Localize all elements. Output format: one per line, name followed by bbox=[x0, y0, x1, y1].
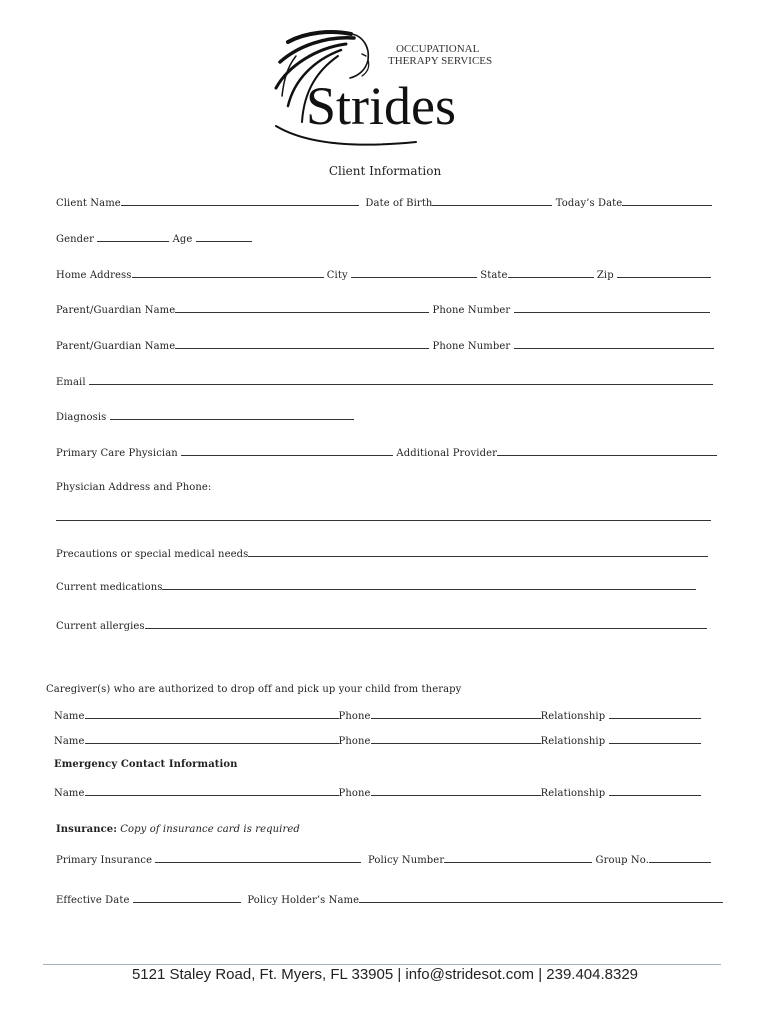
state-field[interactable] bbox=[508, 268, 594, 278]
parent-guardian-name-field[interactable] bbox=[175, 339, 429, 349]
client-info-row-3 bbox=[56, 268, 711, 281]
diagnosis-label: Diagnosis bbox=[56, 412, 107, 423]
phone-number-field[interactable] bbox=[514, 303, 710, 313]
caregiver-relationship-field[interactable] bbox=[609, 709, 701, 719]
parent-guardian-row-1 bbox=[56, 303, 710, 316]
gender-label: Gender bbox=[56, 234, 95, 245]
effective-date-label: Effective Date bbox=[56, 895, 130, 906]
state-label: State bbox=[480, 270, 508, 281]
policy-holder-name-label: Policy Holder’s Name bbox=[247, 895, 360, 906]
caregiver-name-field[interactable] bbox=[85, 734, 339, 744]
effective-date-field[interactable] bbox=[133, 893, 241, 903]
allergies-row bbox=[56, 619, 707, 632]
diagnosis-row bbox=[56, 410, 354, 423]
phone-number-field[interactable] bbox=[514, 339, 714, 349]
caregiver-phone-label: Phone bbox=[338, 711, 371, 722]
gender-field[interactable] bbox=[97, 232, 169, 242]
logo-line1: OCCUPATIONAL bbox=[396, 43, 480, 55]
group-no-field[interactable] bbox=[649, 853, 711, 863]
primary-care-physician-field[interactable] bbox=[181, 446, 393, 456]
policy-holder-name-field[interactable] bbox=[359, 893, 723, 903]
caregiver-phone-field[interactable] bbox=[371, 734, 541, 744]
footer-contact: 5121 Staley Road, Ft. Myers, FL 33905 | info@stridesot.com | 239.404.8329 bbox=[131, 966, 639, 983]
diagnosis-field[interactable] bbox=[110, 410, 354, 420]
group-no-label: Group No. bbox=[595, 855, 649, 866]
emergency-relationship-label: Relationship bbox=[540, 788, 606, 799]
insurance-row-1 bbox=[56, 853, 711, 866]
caregiver-relationship-field[interactable] bbox=[609, 734, 701, 744]
todays-date-field[interactable] bbox=[622, 196, 712, 206]
phone-number-label: Phone Number bbox=[432, 341, 511, 352]
current-medications-label: Current medications bbox=[56, 582, 163, 593]
precautions-row bbox=[56, 547, 708, 560]
city-field[interactable] bbox=[351, 268, 477, 278]
date-of-birth-field[interactable] bbox=[432, 196, 552, 206]
email-row bbox=[56, 375, 713, 388]
emergency-name-label: Name bbox=[54, 788, 85, 799]
current-allergies-label: Current allergies bbox=[56, 621, 145, 632]
email-label: Email bbox=[56, 377, 86, 388]
client-info-row-2 bbox=[56, 232, 252, 245]
caregiver-row-1 bbox=[54, 709, 701, 722]
caregiver-name-field[interactable] bbox=[85, 709, 339, 719]
current-medications-field[interactable] bbox=[162, 580, 696, 590]
caregiver-phone-field[interactable] bbox=[371, 709, 541, 719]
primary-insurance-field[interactable] bbox=[155, 853, 361, 863]
additional-provider-field[interactable] bbox=[497, 446, 717, 456]
policy-number-field[interactable] bbox=[444, 853, 592, 863]
emergency-relationship-field[interactable] bbox=[609, 786, 701, 796]
home-address-field[interactable] bbox=[132, 268, 324, 278]
current-allergies-field[interactable] bbox=[145, 619, 707, 629]
insurance-label: Insurance: bbox=[56, 824, 118, 835]
additional-provider-label: Additional Provider bbox=[396, 448, 497, 459]
caregiver-row-2 bbox=[54, 734, 701, 747]
age-field[interactable] bbox=[196, 232, 252, 242]
primary-insurance-label: Primary Insurance bbox=[56, 855, 153, 866]
emergency-contact-heading: Emergency Contact Information bbox=[54, 759, 238, 770]
caregiver-name-label: Name bbox=[54, 711, 85, 722]
city-label: City bbox=[326, 270, 348, 281]
primary-care-physician-label: Primary Care Physician bbox=[56, 448, 178, 459]
policy-number-label: Policy Number bbox=[367, 855, 445, 866]
date-of-birth-label: Date of Birth bbox=[365, 198, 433, 209]
emergency-phone-field[interactable] bbox=[371, 786, 541, 796]
emergency-phone-label: Phone bbox=[338, 788, 371, 799]
parent-guardian-name-field[interactable] bbox=[175, 303, 429, 313]
physician-address-field[interactable] bbox=[56, 520, 711, 521]
physician-address-label: Physician Address and Phone: bbox=[56, 482, 212, 493]
logo-line2: THERAPY SERVICES bbox=[388, 55, 493, 67]
caregiver-phone-label: Phone bbox=[338, 736, 371, 747]
zip-label: Zip bbox=[596, 270, 614, 281]
logo-name: Strides bbox=[306, 76, 457, 136]
strides-logo bbox=[266, 26, 500, 150]
client-name-label: Client Name bbox=[56, 198, 121, 209]
insurance-heading-row bbox=[56, 824, 300, 835]
parent-guardian-row-2 bbox=[56, 339, 714, 352]
insurance-note: Copy of insurance card is required bbox=[120, 824, 300, 835]
caregiver-relationship-label: Relationship bbox=[540, 736, 606, 747]
precautions-label: Precautions or special medical needs bbox=[56, 549, 249, 560]
insurance-row-2 bbox=[56, 893, 723, 906]
physician-row bbox=[56, 446, 717, 459]
caregiver-relationship-label: Relationship bbox=[540, 711, 606, 722]
age-label: Age bbox=[172, 234, 193, 245]
footer-divider bbox=[43, 964, 721, 965]
form-title: Client Information bbox=[328, 164, 442, 178]
todays-date-label: Today’s Date bbox=[555, 198, 623, 209]
parent-guardian-name-label: Parent/Guardian Name bbox=[56, 305, 176, 316]
precautions-field[interactable] bbox=[248, 547, 708, 557]
parent-guardian-name-label: Parent/Guardian Name bbox=[56, 341, 176, 352]
emergency-contact-row bbox=[54, 786, 701, 799]
caregiver-name-label: Name bbox=[54, 736, 85, 747]
phone-number-label: Phone Number bbox=[432, 305, 511, 316]
client-name-field[interactable] bbox=[121, 196, 359, 206]
home-address-label: Home Address bbox=[56, 270, 132, 281]
email-field[interactable] bbox=[89, 375, 713, 385]
client-info-row-1 bbox=[56, 196, 712, 209]
medications-row bbox=[56, 580, 696, 593]
zip-field[interactable] bbox=[617, 268, 711, 278]
caregivers-heading: Caregiver(s) who are authorized to drop off and pick up your child from therapy bbox=[46, 684, 462, 695]
emergency-name-field[interactable] bbox=[85, 786, 339, 796]
